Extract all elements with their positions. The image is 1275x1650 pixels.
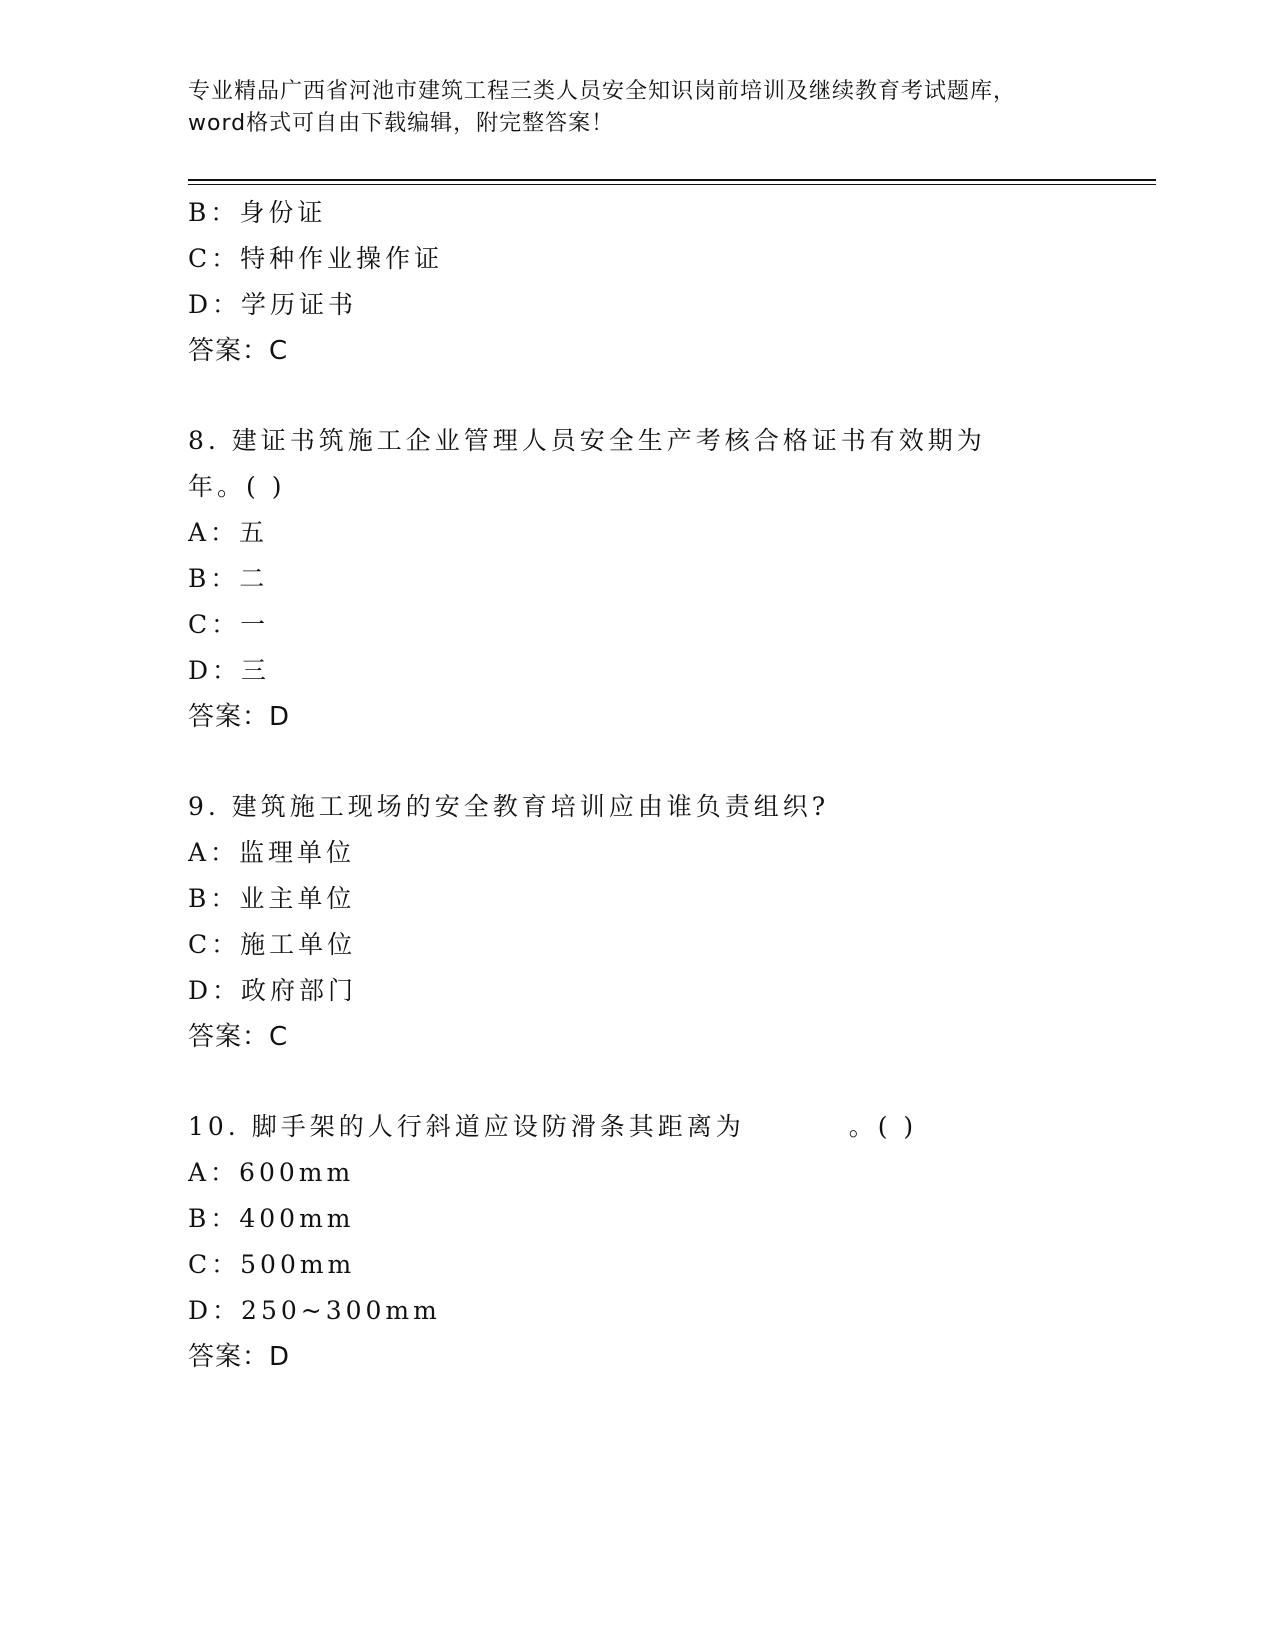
header-divider-thick: [188, 179, 1156, 181]
option-b: B：身份证: [188, 198, 327, 227]
question-text: [188, 1104, 1148, 1150]
option-c: C：500mm: [188, 1250, 356, 1279]
spacer: [188, 740, 1148, 784]
question-text-continued: 年。( ): [188, 472, 286, 501]
header-title-line: 专业精品广西省河池市建筑工程三类人员安全知识岗前培训及继续教育考试题库，: [188, 79, 1017, 104]
question-10: [188, 1104, 1148, 1380]
answer-line: 答案：C: [188, 1022, 289, 1052]
spacer: [188, 374, 1148, 418]
option-d: D：政府部门: [188, 976, 358, 1005]
question-8: [188, 418, 1148, 740]
option-c: C：一: [188, 610, 270, 639]
answer-line: 答案：D: [188, 702, 291, 732]
option-c: C：特种作业操作证: [188, 244, 444, 273]
question-7: [188, 190, 1148, 374]
option-b: B：二: [188, 564, 269, 593]
option-d: D：三: [188, 656, 271, 685]
option-a: A：监理单位: [188, 838, 356, 867]
option-b: B：400mm: [188, 1204, 355, 1233]
option-a: A：600mm: [188, 1158, 355, 1187]
option-d: D：学历证书: [188, 290, 358, 319]
question-text-start: 10. 脚手架的人行斜道应设防滑条其距离为: [188, 1112, 745, 1141]
question-text: 8. 建证书筑施工企业管理人员安全生产考核合格证书有效期为: [188, 426, 986, 455]
header-divider-thin: [188, 184, 1156, 185]
spacer: [188, 1060, 1148, 1104]
option-a: A：五: [188, 518, 269, 547]
question-9: [188, 784, 1148, 1060]
header-subtitle-line: word格式可自由下载编辑，附完整答案！: [188, 111, 615, 136]
option-d: D：250~300mm: [188, 1296, 441, 1325]
option-b: B：业主单位: [188, 884, 356, 913]
document-header: [188, 76, 1088, 140]
option-c: C：施工单位: [188, 930, 357, 959]
answer-line: 答案：C: [188, 336, 289, 366]
question-list: [188, 190, 1148, 1380]
answer-line: 答案：D: [188, 1342, 291, 1372]
question-text-end: 。( ): [848, 1112, 918, 1141]
question-text: 9. 建筑施工现场的安全教育培训应由谁负责组织?: [188, 792, 830, 821]
